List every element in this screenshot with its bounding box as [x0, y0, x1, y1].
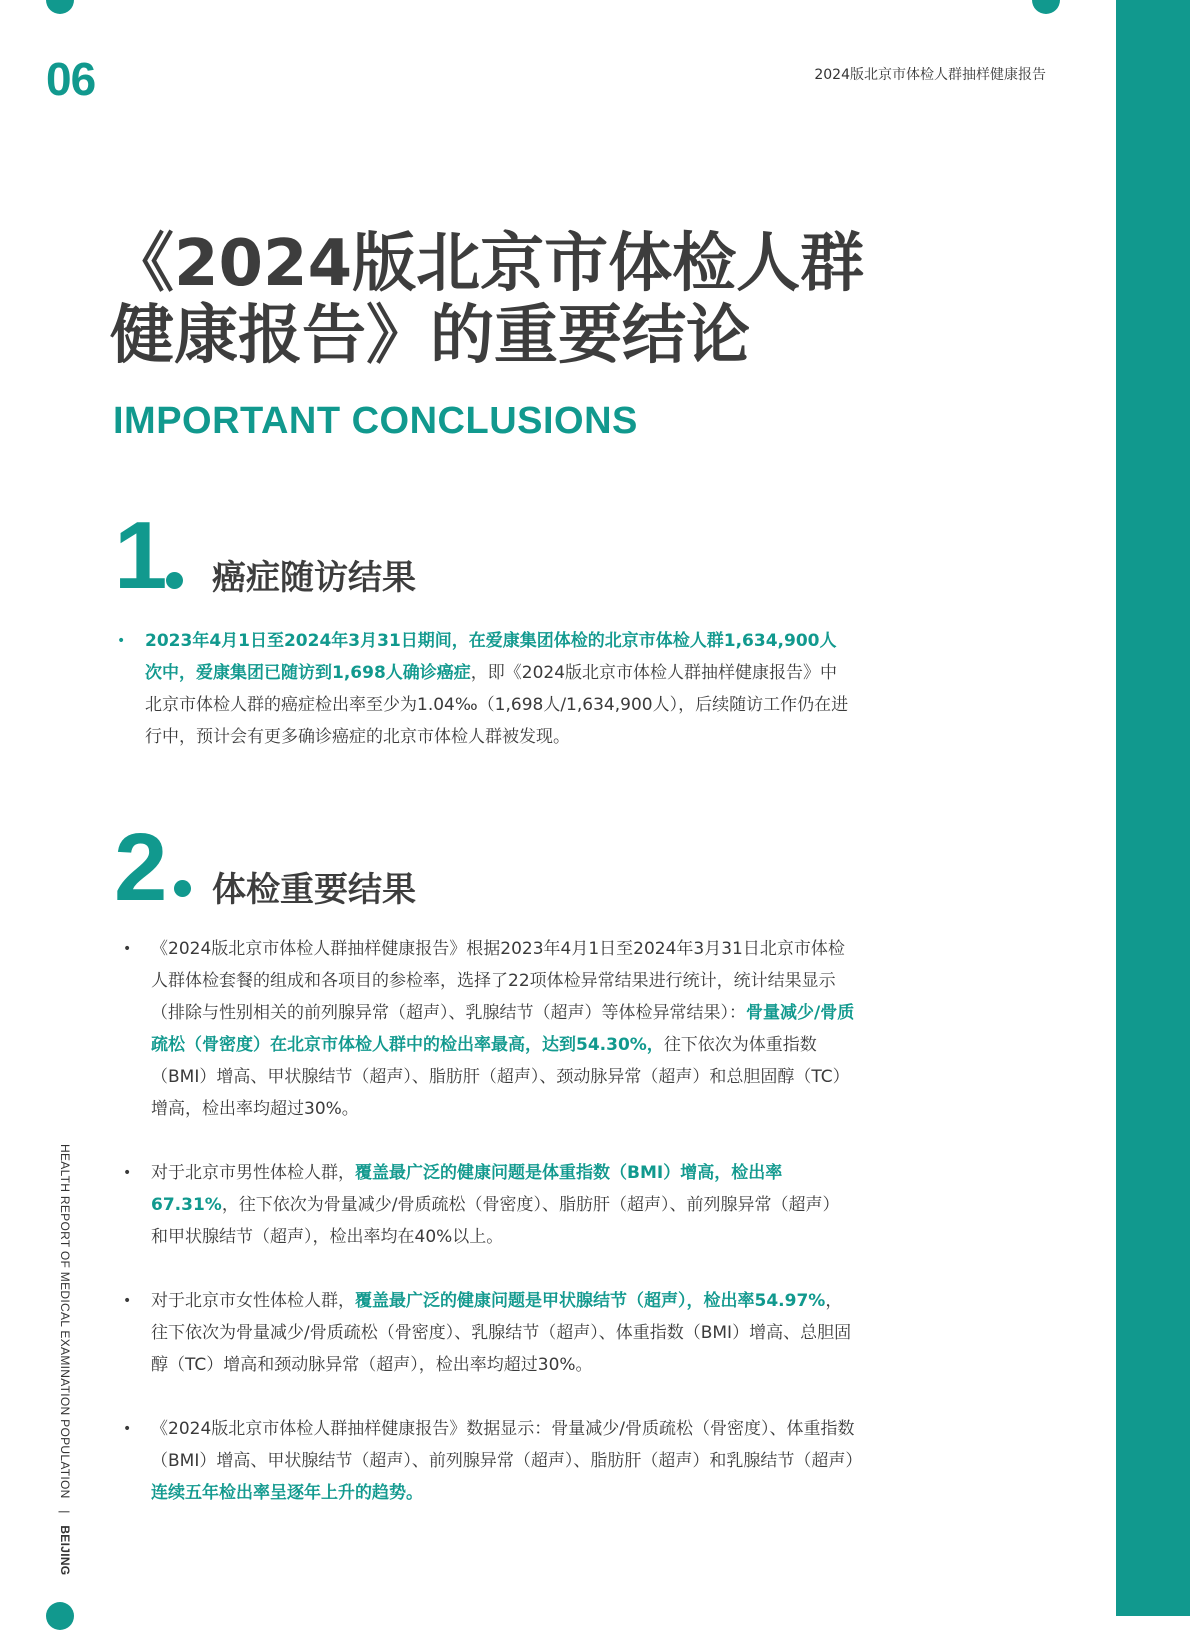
section1-bullet — [117, 625, 850, 753]
section2-bullet-2 — [123, 1157, 856, 1253]
top-right-dot — [1032, 0, 1060, 14]
section1-heading: 癌症随访结果 — [212, 558, 416, 598]
section2-number: 2 — [114, 814, 164, 921]
running-header-title: 2024版北京市体检人群抽样健康报告 — [814, 67, 1046, 83]
section1-bullet-highlight: 2023年4月1日至2024年3月31日期间，在爱康集团体检的北京市体检人群1,634,900人次中，爱康集团已随访到1,698人确诊癌症 — [145, 631, 837, 683]
section2-bullet-1-highlight: 骨量减少/骨质疏松（骨密度）在北京市体检人群中的检出率最高，达到54.30%， — [151, 1003, 855, 1055]
vertical-side-caption — [58, 1144, 72, 1575]
section2-bullet-3-text-after: ，往下依次为骨量减少/骨质疏松（骨密度）、乳腺结节（超声）、体重指数（BMI）增高、总胆固醇（TC）增高和颈动脉异常（超声），检出率均超过30%。 — [151, 1291, 852, 1375]
section1-number: 1 — [114, 502, 164, 609]
section2-bullet-2-text-after: ，往下依次为骨量减少/骨质疏松（骨密度）、脂肪肝（超声）、前列腺异常（超声）和甲状腺结节（超声），检出率均在40%以上。 — [151, 1195, 840, 1247]
section1-bullet-text: ，即《2024版北京市体检人群抽样健康报告》中北京市体检人群的癌症检出率至少为1.04‰（1,698人/1,634,900人），后续随访工作仍在进行中，预计会有更多确诊癌症的北京市体检人群被发现。 — [145, 663, 849, 747]
page-subtitle-english: IMPORTANT CONCLUSIONS — [113, 400, 638, 442]
section2-bullet-4 — [123, 1413, 863, 1509]
side-caption-city: BEIJING — [58, 1525, 72, 1576]
section2-bullet-2-text-before: 对于北京市男性体检人群， — [151, 1163, 355, 1183]
bottom-left-dot — [46, 1602, 74, 1630]
side-caption-text: HEALTH REPORT OF MEDICAL EXAMINATION POPULATION — [58, 1144, 72, 1499]
section2-bullet-3-text-before: 对于北京市女性体检人群， — [151, 1291, 355, 1311]
section1-number-dot — [166, 572, 183, 589]
bullet-dot-icon: • — [123, 1293, 132, 1309]
side-caption-separator: | — [58, 1510, 72, 1514]
bullet-dot-icon: • — [123, 1165, 132, 1181]
section2-bullet-2-highlight: 覆盖最广泛的健康问题是体重指数（BMI）增高，检出率67.31% — [151, 1163, 783, 1215]
page-number: 06 — [46, 53, 96, 105]
section2-bullet-4-text-before: 《2024版北京市体检人群抽样健康报告》数据显示：骨量减少/骨质疏松（骨密度）、体重指数（BMI）增高、甲状腺结节（超声）、前列腺异常（超声）、脂肪肝（超声）和乳腺结节（超声） — [151, 1419, 863, 1471]
page-title — [110, 228, 930, 372]
section2-bullet-3 — [123, 1285, 856, 1381]
top-left-dot — [46, 0, 74, 14]
section2-number-dot — [174, 880, 191, 897]
section2-bullet-4-highlight: 连续五年检出率呈逐年上升的趋势。 — [151, 1483, 423, 1503]
bullet-dot-icon: • — [123, 941, 132, 957]
section2-bullet-1 — [123, 933, 861, 1125]
bullet-dot-icon: • — [117, 633, 126, 649]
section2-bullet-1-text-before: 《2024版北京市体检人群抽样健康报告》根据2023年4月1日至2024年3月31日北京市体检人群体检套餐的组成和各项目的参检率，选择了22项体检异常结果进行统计，统计结果显示（排除与性别相关的前列腺异常（超声）、乳腺结节（超声）等体检异常结果）： — [151, 939, 845, 1023]
bullet-dot-icon: • — [123, 1421, 132, 1437]
section2-heading: 体检重要结果 — [212, 870, 416, 910]
right-accent-bar — [1116, 0, 1190, 1616]
page-title-line1: 《2024版北京市体检人群 — [110, 227, 865, 301]
section2-bullet-3-highlight: 覆盖最广泛的健康问题是甲状腺结节（超声），检出率54.97% — [355, 1291, 826, 1311]
page-title-line2: 健康报告》的重要结论 — [110, 299, 750, 373]
section2-bullet-1-text-after: 往下依次为体重指数（BMI）增高、甲状腺结节（超声）、脂肪肝（超声）、颈动脉异常（超声）和总胆固醇（TC）增高，检出率均超过30%。 — [151, 1035, 850, 1119]
